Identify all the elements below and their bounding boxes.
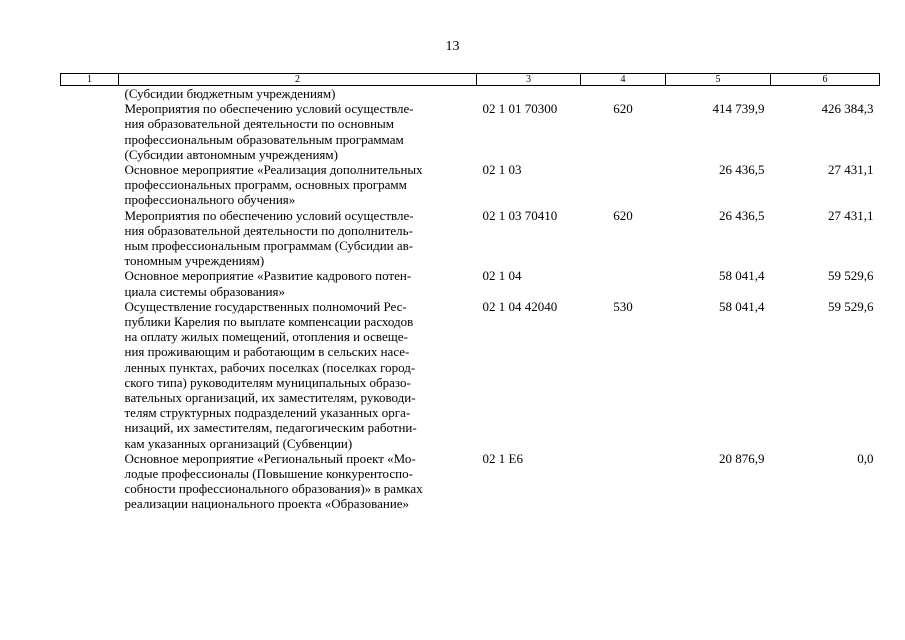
- header-col-1: 1: [61, 74, 119, 86]
- row-description: Мероприятия по обеспечению условий осуществле- ния образовательной деятельности по основным профессиональным образовательным программам (Субсидии автономным учреждениям): [124, 101, 414, 162]
- row-classification-code: 02 1 03: [482, 162, 522, 178]
- header-col-3: 3: [477, 74, 581, 86]
- row-expense-type: 620: [613, 207, 633, 223]
- row-description: Основное мероприятие «Региональный проект «Мо- лодые профессионалы (Повышение конкурентоспо- собности профессионального образования)» в рамках реализации национального проекта «Образование»: [124, 450, 423, 512]
- table-row: [61, 268, 880, 298]
- row-amount-year-1: 58 041,4: [719, 298, 765, 314]
- row-col-1: [61, 162, 119, 208]
- table-row: [61, 299, 880, 451]
- row-amount-year-2: 426 384,3: [821, 101, 874, 117]
- table-row: [61, 101, 880, 162]
- header-col-5: 5: [666, 74, 771, 86]
- row-col-1: [61, 86, 119, 102]
- page-number: 13: [445, 39, 460, 54]
- budget-table: [60, 73, 880, 512]
- row-classification-code: 02 1 03 70410: [482, 207, 558, 223]
- row-amount-year-1: 26 436,5: [719, 162, 765, 178]
- row-classification-code: 02 1 04 42040: [482, 298, 558, 314]
- row-col-1: [61, 208, 119, 269]
- row-expense-type: [581, 162, 666, 208]
- table-row: [61, 451, 880, 512]
- row-amount-year-2: 59 529,6: [828, 298, 874, 314]
- row-col-1: [61, 268, 119, 298]
- table-row: [61, 86, 880, 102]
- row-amount-year-1: 414 739,9: [712, 101, 765, 117]
- row-expense-type: [581, 268, 666, 298]
- row-description: Основное мероприятие «Реализация дополнительных профессиональных программ, основных программ профессионального обучения»: [124, 162, 423, 208]
- row-description: Мероприятия по обеспечению условий осуществле- ния образовательной деятельности по дополнитель- ным профессиональным программам (Субсидии ав- тономным учреждениям): [124, 207, 414, 269]
- row-col-1: [61, 299, 119, 451]
- row-description: Основное мероприятие «Развитие кадрового потен- циала системы образования»: [124, 268, 412, 299]
- row-expense-type: [581, 86, 666, 102]
- row-description: (Субсидии бюджетным учреждениям): [124, 86, 336, 101]
- row-amount-year-1: 58 041,4: [719, 268, 765, 284]
- row-expense-type: 620: [613, 101, 633, 117]
- row-amount-year-1: [666, 86, 771, 102]
- row-expense-type: [581, 451, 666, 512]
- header-row: [61, 74, 880, 86]
- header-col-6: 6: [771, 74, 880, 86]
- row-classification-code: 02 1 01 70300: [482, 101, 558, 117]
- table-row: [61, 208, 880, 269]
- header-col-2: 2: [119, 74, 477, 86]
- row-amount-year-1: 20 876,9: [719, 450, 765, 466]
- table-row: [61, 162, 880, 208]
- row-amount-year-1: 26 436,5: [719, 207, 765, 223]
- row-col-1: [61, 101, 119, 162]
- row-amount-year-2: 59 529,6: [828, 268, 874, 284]
- row-amount-year-2: 27 431,1: [828, 207, 874, 223]
- row-classification-code: 02 1 04: [482, 268, 522, 284]
- row-description: Осуществление государственных полномочий Рес- публики Карелия по выплате компенсации расходов на оплату жилых помещений, отопления и освеще- ния проживающим и работающим в сельских насе- ленных пунктах, рабочих поселках (поселках город- ского типа) руководителям муниципальных образо- вательных организаций, их заместителям, руководи- телям структурных подразделений указанных орга- низаций, их заместителям, педагогическим работни- кам указанных организаций (Субвенции): [124, 298, 417, 451]
- row-amount-year-2: 27 431,1: [828, 162, 874, 178]
- row-amount-year-2: [771, 86, 880, 102]
- table-body: [61, 86, 880, 512]
- row-col-1: [61, 451, 119, 512]
- row-expense-type: 530: [613, 298, 633, 314]
- header-col-4: 4: [581, 74, 666, 86]
- row-classification-code: 02 1 E6: [482, 450, 523, 466]
- row-amount-year-2: 0,0: [857, 450, 874, 466]
- row-classification-code: [477, 86, 581, 102]
